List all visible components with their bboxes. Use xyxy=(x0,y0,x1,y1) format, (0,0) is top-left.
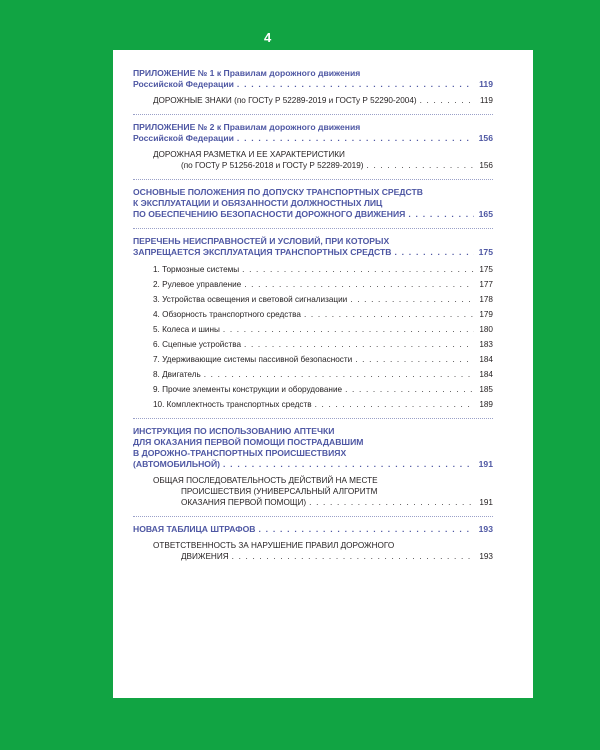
leader-dots xyxy=(408,209,474,220)
title-line: ПО ОБЕСПЕЧЕНИЮ БЕЗОПАСНОСТИ ДОРОЖНОГО ДВИЖЕНИЯ xyxy=(133,209,406,219)
table-of-contents xyxy=(133,68,493,570)
item-label: 9. Прочие элементы конструкции и оборудование xyxy=(153,385,343,394)
subsection-label: ДОРОЖНЫЕ ЗНАКИ (по ГОСТу Р 52289-2019 и ГОСТу Р 52290-2004) xyxy=(153,96,417,105)
page-number-ref: 119 xyxy=(479,96,493,105)
leader-dots xyxy=(394,247,474,258)
title-line: ИНСТРУКЦИЯ ПО ИСПОЛЬЗОВАНИЮ АПТЕЧКИ xyxy=(133,426,335,436)
subsection xyxy=(133,475,493,508)
page-number-ref: 193 xyxy=(479,552,493,561)
item-label: 4. Обзорность транспортного средства xyxy=(153,310,301,319)
title-line: ПЕРЕЧЕНЬ НЕИСПРАВНОСТЕЙ И УСЛОВИЙ, ПРИ КОТОРЫХ xyxy=(133,236,390,246)
toc-section xyxy=(133,68,493,106)
subsection-line xyxy=(153,95,493,106)
title-line-with-page xyxy=(133,209,493,220)
subsection-line xyxy=(153,160,493,171)
list-item xyxy=(133,294,493,305)
divider xyxy=(133,228,493,229)
title-line-with-page xyxy=(133,247,493,258)
page-number-ref: 119 xyxy=(479,79,493,89)
divider xyxy=(133,516,493,517)
page-number-ref: 184 xyxy=(479,355,493,364)
page-number-ref: 175 xyxy=(479,265,493,274)
section-title xyxy=(133,68,493,90)
section-title xyxy=(133,524,493,535)
list-item xyxy=(133,339,493,350)
page-number-ref: 156 xyxy=(479,161,493,170)
leader-dots xyxy=(237,79,474,90)
leader-dots xyxy=(223,324,474,335)
item-label: 8. Двигатель xyxy=(153,370,201,379)
section-title xyxy=(133,236,493,258)
top-green-band xyxy=(113,0,533,50)
leader-dots xyxy=(223,459,474,470)
list-item xyxy=(133,354,493,365)
title-line-with-page xyxy=(133,524,493,535)
section-title xyxy=(133,187,493,220)
item-label: 6. Сцепные устройства xyxy=(153,340,242,349)
item-label: 5. Колеса и шины xyxy=(153,325,220,334)
page-number-ref: 184 xyxy=(479,370,493,379)
item-label: 2. Рулевое управление xyxy=(153,280,242,289)
divider xyxy=(133,418,493,419)
page-number-ref: 179 xyxy=(479,310,493,319)
leader-dots xyxy=(309,497,474,508)
subsection-label: ОТВЕТСТВЕННОСТЬ ЗА НАРУШЕНИЕ ПРАВИЛ ДОРОЖНОГО xyxy=(153,541,395,550)
leader-dots xyxy=(315,399,474,410)
list-item xyxy=(133,399,493,410)
leader-dots xyxy=(232,551,474,562)
leader-dots xyxy=(237,133,474,144)
page-number-ref: 178 xyxy=(479,295,493,304)
list-item xyxy=(133,309,493,320)
page-number-ref: 183 xyxy=(479,340,493,349)
item-list xyxy=(133,264,493,410)
divider xyxy=(133,114,493,115)
title-line: Российской Федерации xyxy=(133,133,234,143)
title-line: В ДОРОЖНО-ТРАНСПОРТНЫХ ПРОИСШЕСТВИЯХ xyxy=(133,448,347,458)
page-number-ref: 156 xyxy=(478,133,493,143)
title-line: ПРИЛОЖЕНИЕ № 1 к Правилам дорожного движения xyxy=(133,68,361,78)
list-item xyxy=(133,369,493,380)
leader-dots xyxy=(244,279,474,290)
list-item xyxy=(133,279,493,290)
leader-dots xyxy=(204,369,474,380)
page-number-ref: 193 xyxy=(478,524,493,534)
title-line: ОСНОВНЫЕ ПОЛОЖЕНИЯ ПО ДОПУСКУ ТРАНСПОРТНЫХ СРЕДСТВ xyxy=(133,187,423,197)
subsection-label: ОКАЗАНИЯ ПЕРВОЙ ПОМОЩИ) xyxy=(181,498,307,507)
subsection xyxy=(133,540,493,562)
page-number-ref: 180 xyxy=(479,325,493,334)
page-number-ref: 165 xyxy=(478,209,493,219)
subsection xyxy=(133,149,493,171)
subsection-line xyxy=(153,497,493,508)
divider xyxy=(133,179,493,180)
title-line-with-page xyxy=(133,133,493,144)
title-line: ПРИЛОЖЕНИЕ № 2 к Правилам дорожного движения xyxy=(133,122,361,132)
title-line: (АВТОМОБИЛЬНОЙ) xyxy=(133,459,220,469)
subsection-label: ДОРОЖНАЯ РАЗМЕТКА И ЕЕ ХАРАКТЕРИСТИКИ xyxy=(153,150,345,159)
page-number-ref: 191 xyxy=(478,459,493,469)
title-line: ДЛЯ ОКАЗАНИЯ ПЕРВОЙ ПОМОЩИ ПОСТРАДАВШИМ xyxy=(133,437,364,447)
subsection-line xyxy=(153,551,493,562)
section-title xyxy=(133,426,493,470)
leader-dots xyxy=(304,309,474,320)
subsection xyxy=(133,95,493,106)
toc-section xyxy=(133,236,493,410)
subsection-label: (по ГОСТу Р 51256-2018 и ГОСТу Р 52289-2019) xyxy=(181,161,364,170)
page-number-ref: 189 xyxy=(479,400,493,409)
item-label: 10. Комплектность транспортных средств xyxy=(153,400,312,409)
subsection-label: ДВИЖЕНИЯ xyxy=(181,552,229,561)
leader-dots xyxy=(242,264,474,275)
leader-dots xyxy=(258,524,474,535)
page-number-ref: 191 xyxy=(479,498,493,507)
title-line-with-page xyxy=(133,79,493,90)
title-line: Российской Федерации xyxy=(133,79,234,89)
leader-dots xyxy=(420,95,474,106)
leader-dots xyxy=(350,294,474,305)
page-number: 4 xyxy=(264,30,272,45)
list-item xyxy=(133,324,493,335)
section-title xyxy=(133,122,493,144)
subsection-label: ОБЩАЯ ПОСЛЕДОВАТЕЛЬНОСТЬ ДЕЙСТВИЙ НА МЕСТЕ xyxy=(153,476,378,485)
contents-page xyxy=(113,50,533,698)
toc-section xyxy=(133,122,493,171)
leader-dots xyxy=(355,354,474,365)
item-label: 7. Удерживающие системы пассивной безопасности xyxy=(153,355,353,364)
leader-dots xyxy=(244,339,474,350)
list-item xyxy=(133,264,493,275)
title-line: НОВАЯ ТАБЛИЦА ШТРАФОВ xyxy=(133,524,256,534)
item-label: 3. Устройства освещения и световой сигнализации xyxy=(153,295,348,304)
item-label: 1. Тормозные системы xyxy=(153,265,240,274)
title-line-with-page xyxy=(133,459,493,470)
leader-dots xyxy=(345,384,474,395)
toc-section xyxy=(133,187,493,220)
page-number-ref: 177 xyxy=(479,280,493,289)
title-line: ЗАПРЕЩАЕТСЯ ЭКСПЛУАТАЦИЯ ТРАНСПОРТНЫХ СРЕДСТВ xyxy=(133,247,392,257)
list-item xyxy=(133,384,493,395)
toc-section xyxy=(133,426,493,508)
page-number-ref: 185 xyxy=(479,385,493,394)
title-line: К ЭКСПЛУАТАЦИИ И ОБЯЗАННОСТИ ДОЛЖНОСТНЫХ ЛИЦ xyxy=(133,198,383,208)
toc-section xyxy=(133,524,493,562)
subsection-label: ПРОИСШЕСТВИЯ (УНИВЕРСАЛЬНЫЙ АЛГОРИТМ xyxy=(181,487,378,496)
page-number-ref: 175 xyxy=(478,247,493,257)
leader-dots xyxy=(367,160,474,171)
